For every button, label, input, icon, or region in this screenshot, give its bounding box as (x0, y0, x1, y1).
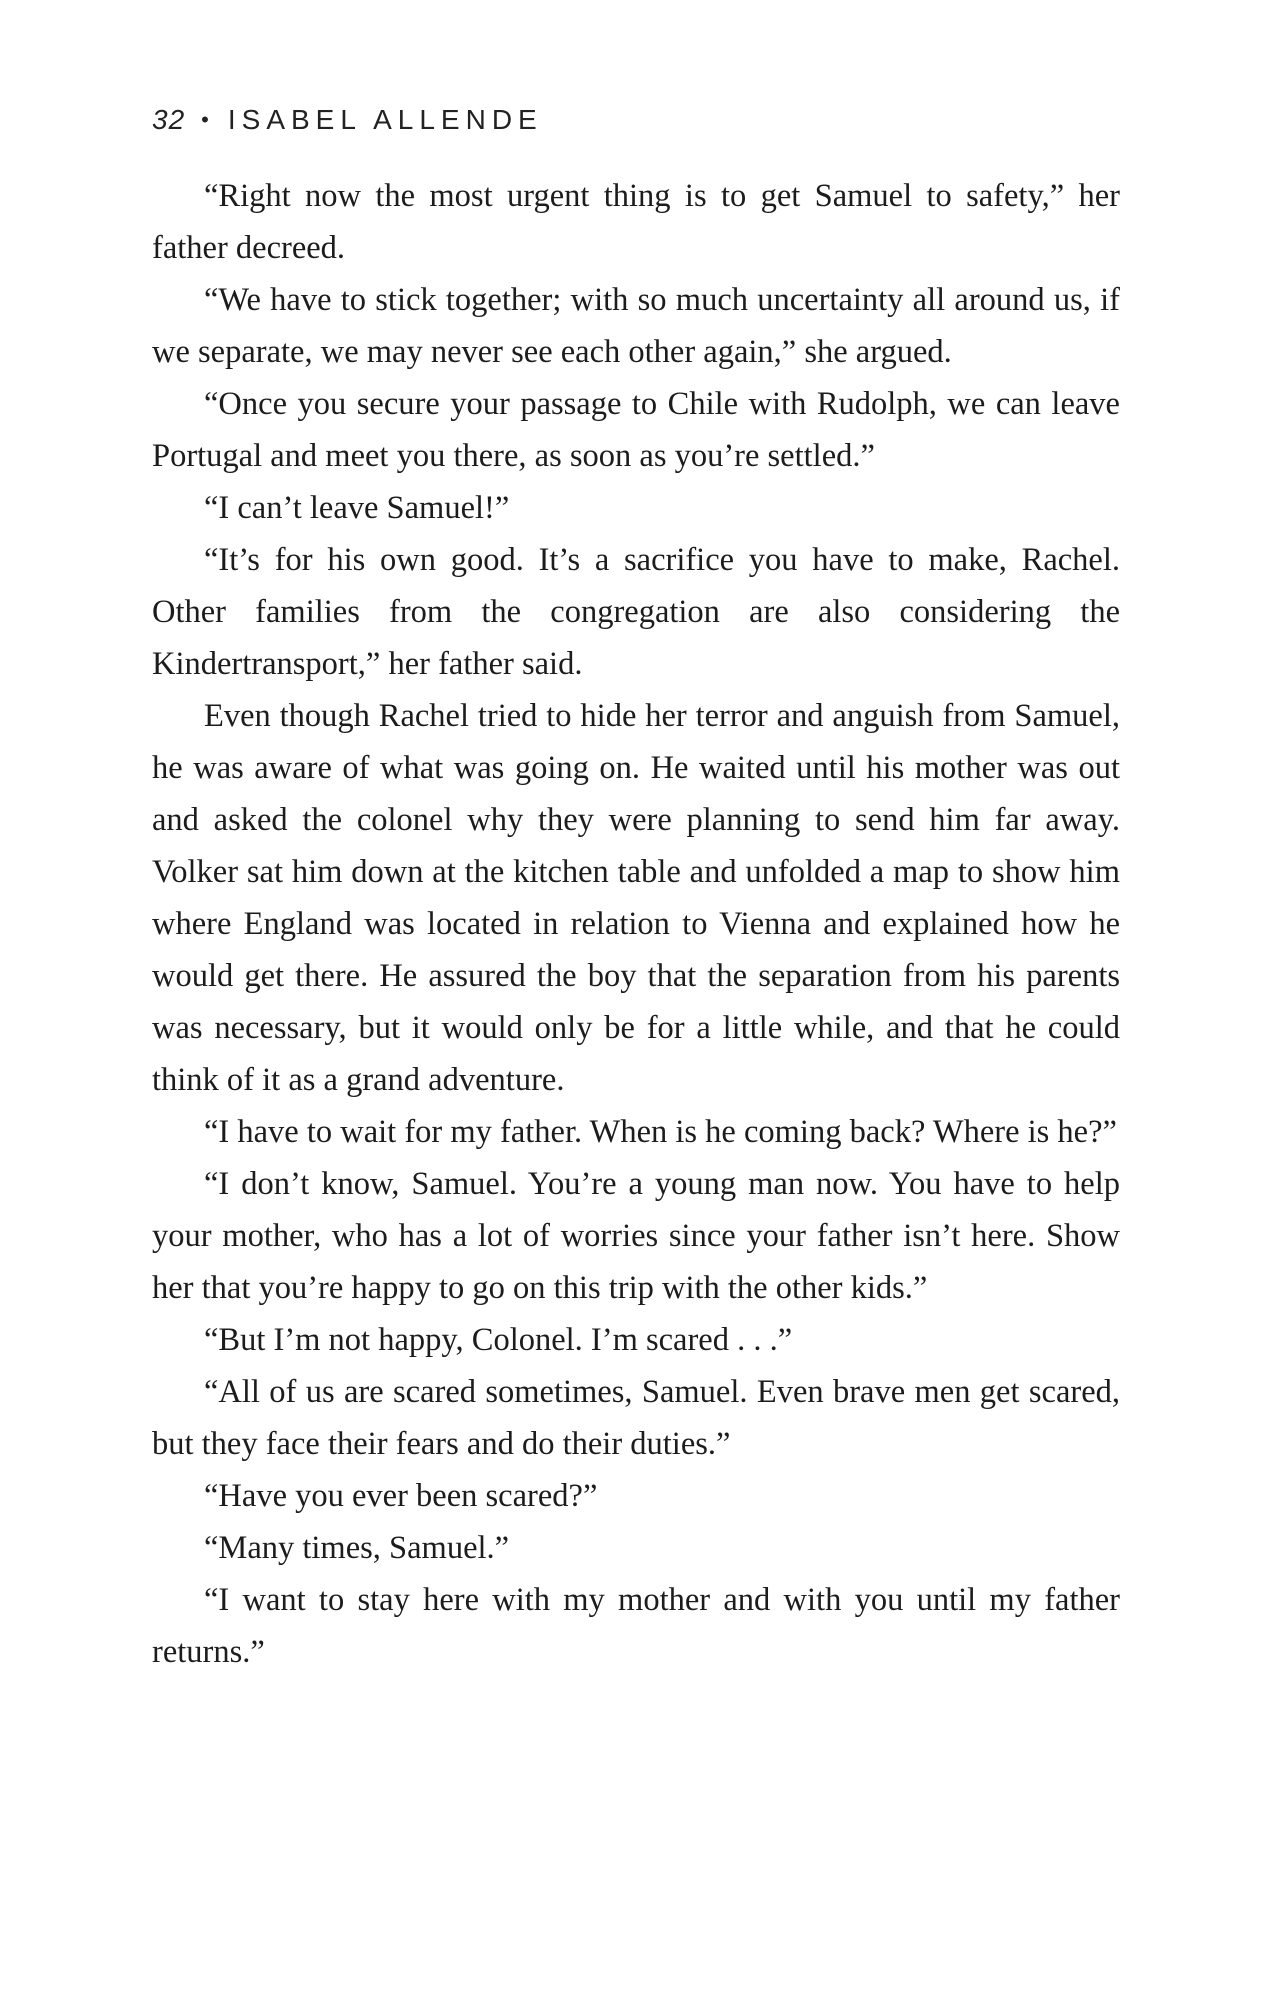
paragraph: “I want to stay here with my mother and with you until my father returns.” (152, 1582, 1120, 1670)
paragraph: “Right now the most urgent thing is to get Samuel to safety,” her father decreed. (152, 178, 1120, 266)
author-name: ISABEL ALLENDE (227, 104, 543, 135)
paragraph: “But I’m not happy, Colonel. I’m scared . . .” (204, 1322, 793, 1358)
paragraph: “Once you secure your passage to Chile with Rudolph, we can leave Portugal and meet you there, as soon as you’re settled.” (152, 386, 1120, 474)
paragraph: “Many times, Samuel.” (204, 1530, 510, 1566)
paragraph: “I don’t know, Samuel. You’re a young man now. You have to help your mother, who has a lot of worries since your father isn’t here. Show her that you’re happy to go on this trip with the other kids.” (152, 1166, 1120, 1306)
running-head (152, 100, 543, 140)
paragraph: “I have to wait for my father. When is he coming back? Where is he?” (204, 1114, 1117, 1150)
paragraph: “We have to stick together; with so much uncertainty all around us, if we separate, we may never see each other again,” she argued. (152, 282, 1120, 370)
header-bullet: • (201, 107, 212, 132)
paragraph: “It’s for his own good. It’s a sacrifice you have to make, Rachel. Other families from the congregation are also considering the Kindertransport,” her father said. (152, 542, 1120, 682)
paragraph: “Have you ever been scared?” (204, 1478, 598, 1514)
page-number: 32 (152, 104, 186, 135)
paragraph: “I can’t leave Samuel!” (204, 490, 510, 526)
paragraph: “All of us are scared sometimes, Samuel. Even brave men get scared, but they face their fears and do their duties.” (152, 1374, 1120, 1462)
paragraph: Even though Rachel tried to hide her terror and anguish from Samuel, he was aware of what was going on. He waited until his mother was out and asked the colonel why they were planning to send him far away. Volker sat him down at the kitchen table and unfolded a map to show him where England was located in relation to Vienna and explained how he would get there. He assured the boy that the separation from his parents was necessary, but it would only be for a little while, and that he could think of it as a grand adventure. (152, 698, 1120, 1098)
body-text (152, 170, 1120, 1678)
